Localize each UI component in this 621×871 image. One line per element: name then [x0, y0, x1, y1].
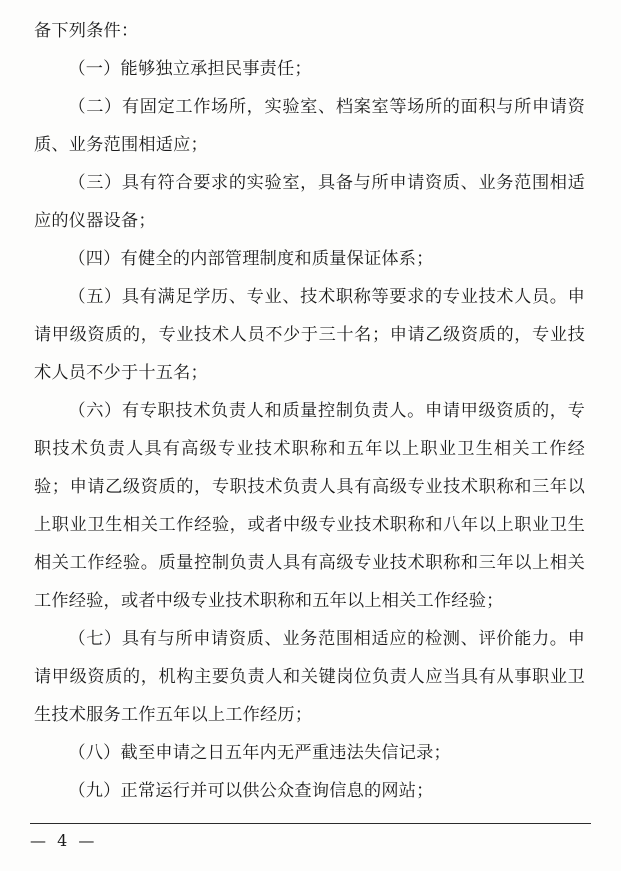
- paragraph-item-9: （九）正常运行并可以供公众查询信息的网站；: [68, 781, 434, 801]
- page-number: — 4 —: [30, 831, 98, 850]
- paragraph-item-5: （五）具有满足学历、专业、技术职称等要求的专业技术人员。申请甲级资质的，专业技术人员不少于三十名；申请乙级资质的，专业技术人员不少于十五名；: [34, 287, 585, 383]
- paragraph-item-7: （七）具有与所申请资质、业务范围相适应的检测、评价能力。申请甲级资质的，机构主要负责人和关键岗位负责人应当具有从事职业卫生技术服务工作五年以上工作经历；: [34, 629, 585, 725]
- paragraph-item-6: （六）有专职技术负责人和质量控制负责人。申请甲级资质的，专职技术负责人具有高级专业技术职称和五年以上职业卫生相关工作经验；申请乙级资质的，专职技术负责人具有高级专业技术职称和三年以上职业卫生相关工作经验，或者中级专业技术职称和八年以上职业卫生相关工作经验。质量控制负责人具有高级专业技术职称和三年以上相关工作经验，或者中级专业技术职称和五年以上相关工作经验；: [34, 401, 585, 611]
- footer-divider: [30, 823, 591, 824]
- paragraph-item-1: （一）能够独立承担民事责任；: [68, 59, 312, 79]
- page-footer: [0, 823, 621, 863]
- paragraph-item-3: （三）具有符合要求的实验室，具备与所申请资质、业务范围相适应的仪器设备；: [34, 173, 585, 231]
- document-body: [34, 12, 585, 810]
- paragraph-continuation: 备下列条件：: [34, 21, 139, 41]
- paragraph-item-8: （八）截至申请之日五年内无严重违法失信记录；: [68, 743, 451, 763]
- paragraph-item-4: （四）有健全的内部管理制度和质量保证体系；: [68, 249, 434, 269]
- paragraph-item-2: （二）有固定工作场所，实验室、档案室等场所的面积与所申请资质、业务范围相适应；: [34, 97, 585, 155]
